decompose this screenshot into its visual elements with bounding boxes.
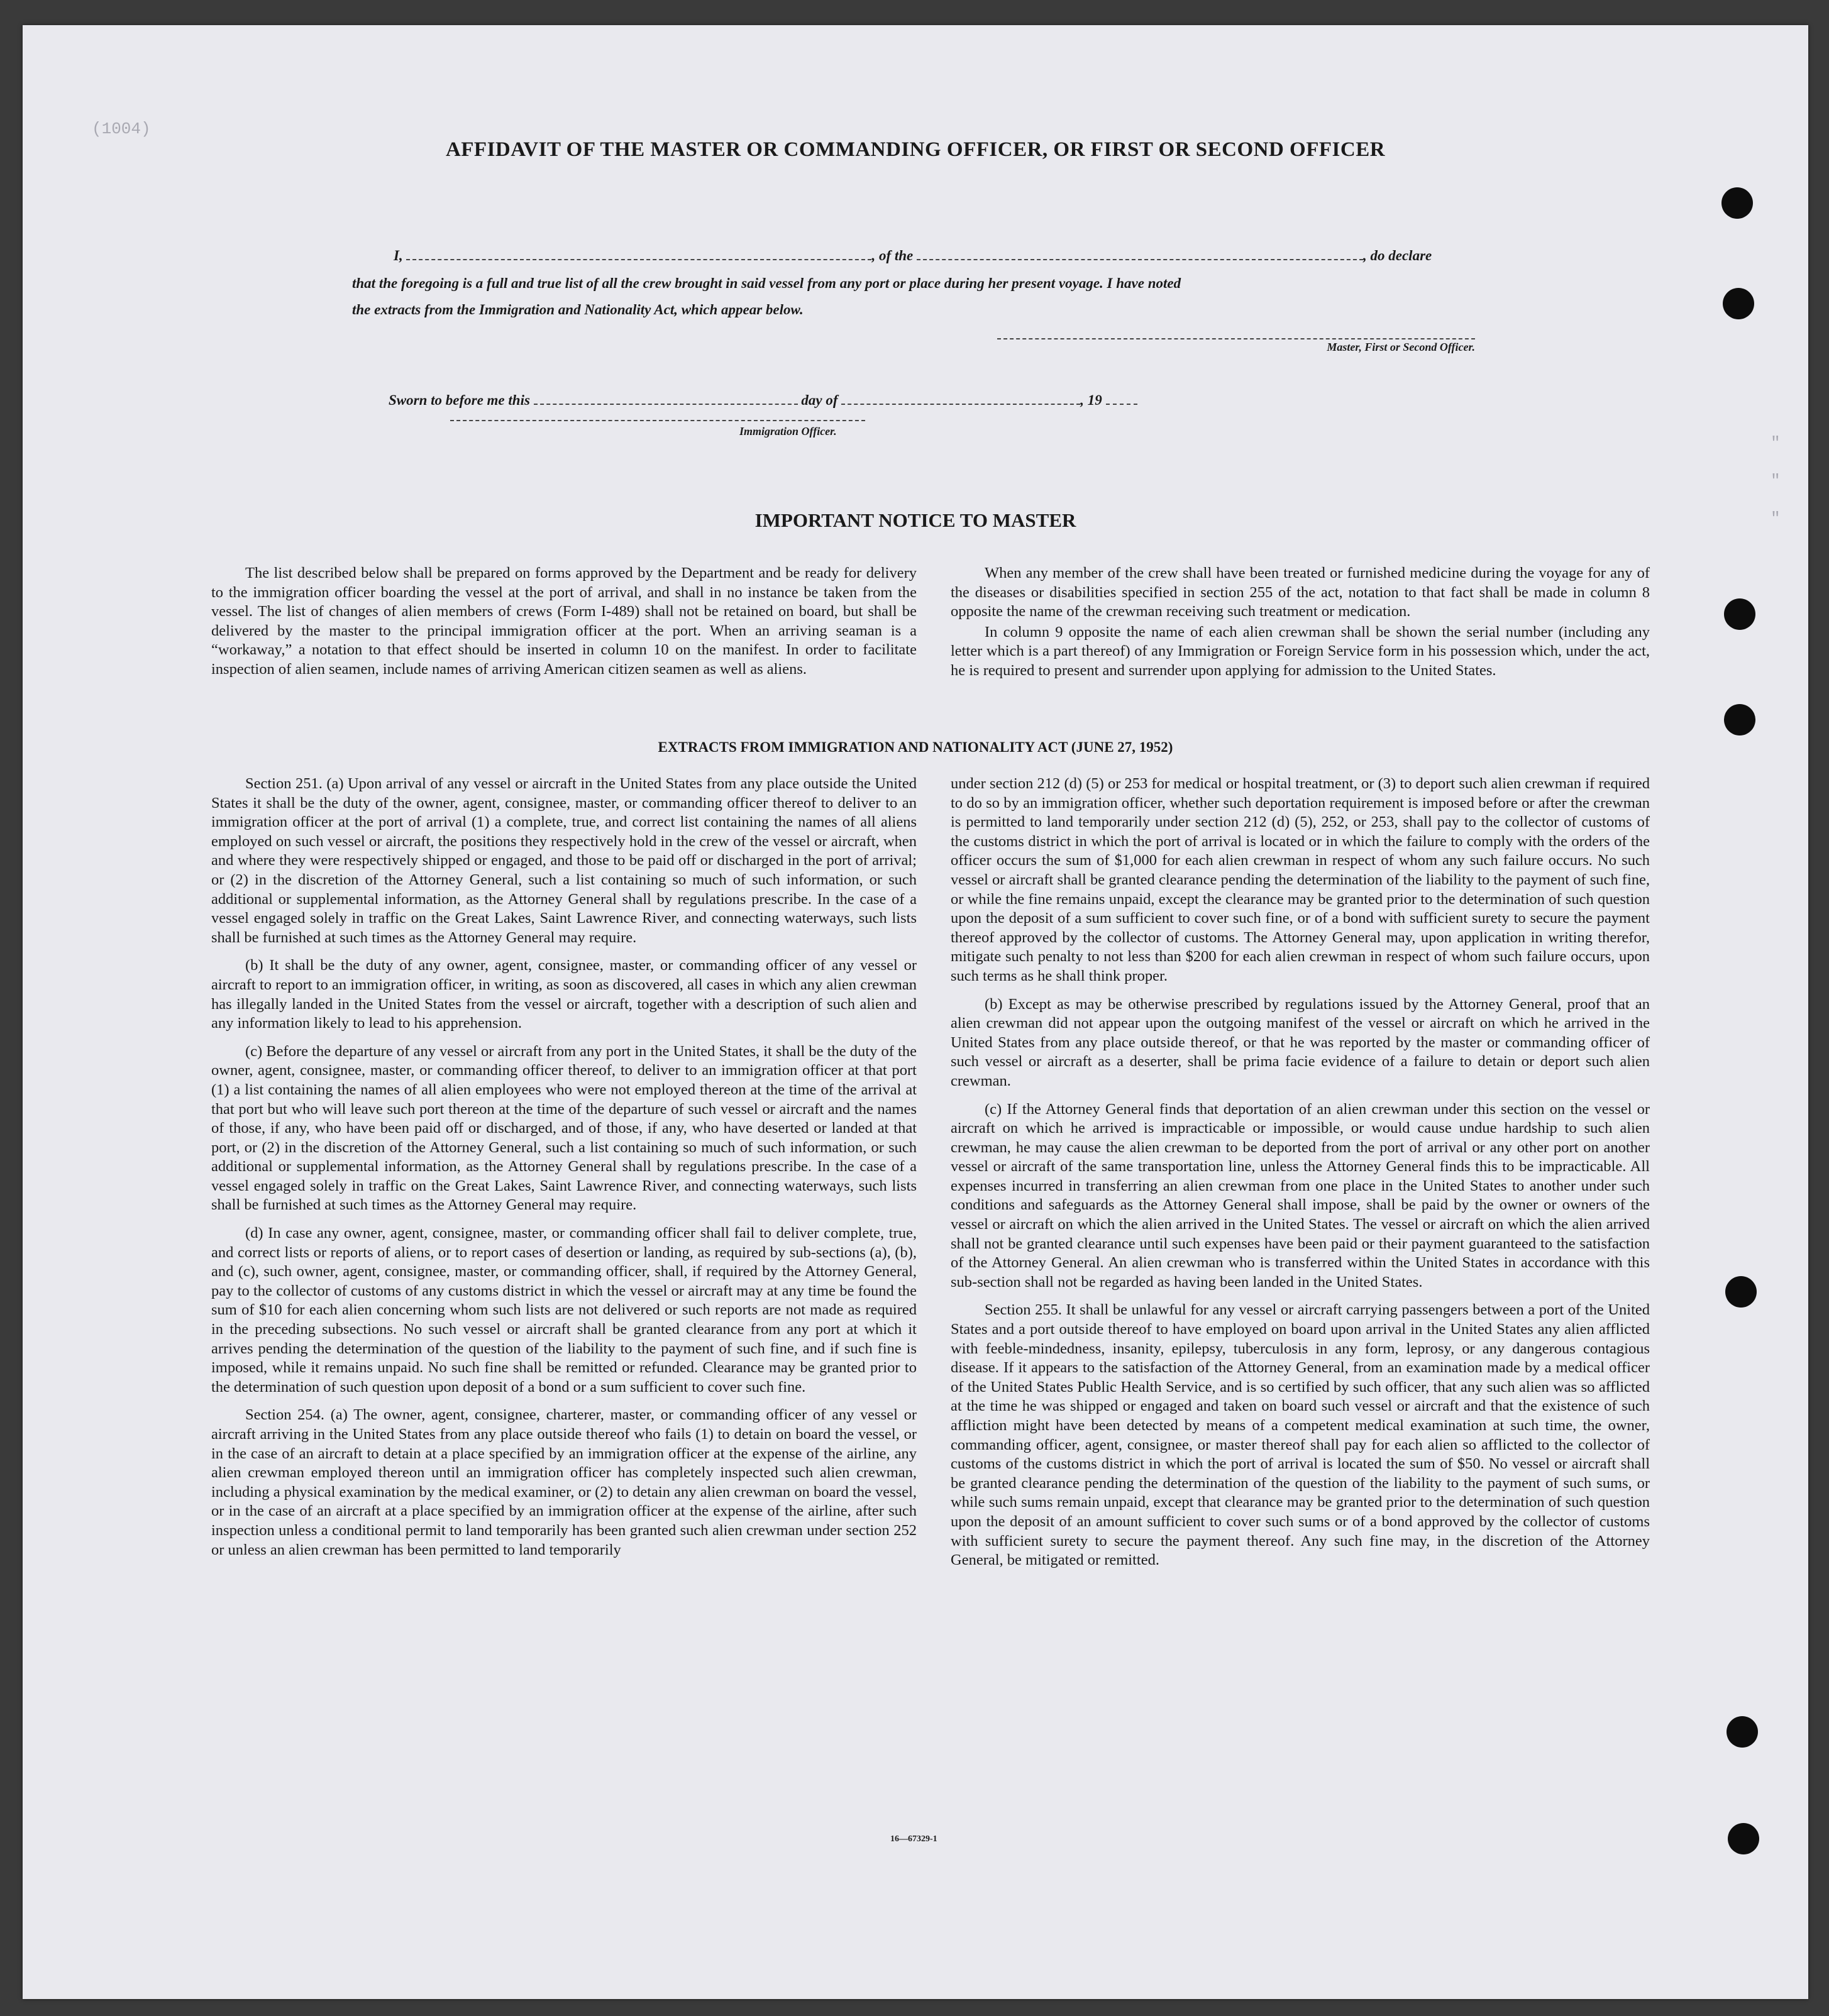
form-number: 16—67329-1 [890, 1834, 937, 1844]
sworn-line [389, 391, 1137, 409]
section-254-c: (c) If the Attorney General finds that deportation of an alien crewman under this section on the vessel or aircraft on which he arrived is impracticable or impossible, or would cause undue hardship to such alien crewman, he may cause the alien crewman to be deported from the port of arrival or any other port on another vessel or aircraft of the same transportation line, unless the Attorney General finds this to be impracticable. All expenses incurred in transferring an alien crewman from one place in the United States to another under such conditions and safeguards as the Attorney General shall impose, shall be paid by the owner or owners of the vessel or aircraft on which the alien arrived in the United States. The vessel or aircraft on which the alien arrived shall not be granted clearance until such expenses have been paid or their payment guaranteed to the satisfaction of the Attorney General. An alien crewman who is transferred within the United States in accordance with this sub-section shall not be regarded as having been landed in the United States. [951, 1100, 1650, 1291]
sworn-day-label: day of [801, 392, 838, 408]
extracts-right-column [951, 774, 1650, 1579]
notice-right-paragraph-1: When any member of the crew shall have been treated or furnished medicine during the voyage for any of the diseases or disabilities specified in section 255 of the act, notation to that fact shall be made in column 8 opposite the name of the crewman receiving such treatment or medication. [951, 565, 1650, 620]
section-251-c: (c) Before the departure of any vessel or aircraft from any port in the United States, it shall be the duty of the owner, agent, consignee, master, or commanding officer thereof, to deliver to an immigration officer at that port (1) a list containing the names of all alien employees who were not employed thereon at the time of the arrival at that port but who will leave such port thereon at the time of the departure of such vessel or aircraft and the names of those, if any, who have been paid off or discharged, and of those, if any, who have deserted or landed at that port, or (2) in the discretion of the Attorney General, such a list containing so much of such information, or such additional or supplemental information, as the Attorney General shall by regulations prescribe. In the case of a vessel engaged solely in traffic on the Great Lakes, Saint Lawrence River, and connecting waterways, such lists shall be furnished at such times as the Attorney General may require. [211, 1042, 917, 1214]
binder-hole-2 [1723, 288, 1754, 319]
notice-left-paragraph: The list described below shall be prepared on forms approved by the Department and be ready for delivery to the immigration officer boarding the vessel at the port of arrival, and shall in no instance be taken from the vessel. The list of changes of alien members of crews (Form I-489) shall not be retained on board, but shall be delivered by the master to the principal immigration officer at the port. When an arriving seaman is a “workaway,” a notation to that effect should be inserted in column 10 on the manifest. In order to facilitate inspection of alien seamen, include names of arriving American citizen seamen as well as aliens. [211, 565, 917, 678]
sworn-month-field[interactable] [841, 391, 1080, 405]
affidavit-title: AFFIDAVIT OF THE MASTER OR COMMANDING OFFICER, OR FIRST OR SECOND OFFICER [445, 138, 1386, 161]
declaration-text-2: the extracts from the Immigration and Nationality Act, which appear below. [352, 302, 804, 317]
binder-hole-4 [1724, 704, 1755, 735]
binder-hole-7 [1728, 1823, 1759, 1854]
binder-hole-5 [1725, 1276, 1757, 1308]
sworn-year-label: , 19 [1080, 392, 1102, 408]
declare-of-label: , of the [871, 248, 914, 263]
section-254-a: Section 254. (a) The owner, agent, consignee, charterer, master, or commanding officer of any vessel or aircraft arriving in the United States from any place outside thereof who fails (1) to detain on board the vessel, or in the case of an aircraft to detain at a place specified by an immigration officer at the expense of the airline, any alien crewman employed thereon until an immigration officer has completely inspected such alien crewman, including a physical examination by the medical examiner, or (2) to detain any alien crewman on board the vessel, or in the case of an aircraft at a place specified by an immigration officer at the expense of the airline, after such inspection unless a conditional permit to land temporarily has been granted such alien crewman under section 252 or unless an alien crewman has been permitted to land temporarily [211, 1406, 917, 1558]
ditto-mark: " [1771, 471, 1781, 490]
binder-hole-1 [1721, 187, 1753, 219]
section-255: Section 255. It shall be unlawful for any vessel or aircraft carrying passengers between a port of the United States and a port outside thereof to have employed on board upon arrival in the United States any alien afflicted with feeble-mindedness, insanity, epilepsy, tuberculosis in any form, leprosy, or any dangerous contagious disease. If it appears to the satisfaction of the Attorney General, from an examination made by a medical officer of the United States Public Health Service, and is so certified by such officer, that any such alien was so afflicted at the time he was shipped or engaged and taken on board such vessel or aircraft and that the existence of such affliction might have been detected by means of a competent medical examination at such time, the owner, commanding officer, agent, consignee, or master thereof shall pay for each alien so afflicted to the collector of customs of the customs district in which the port of arrival is located the sum of $50. No vessel or aircraft shall be granted clearance pending the determination of the question of the liability to the payment of such sums, or while such sums remain unpaid, except that clearance may be granted prior to the determination of such question upon the deposit of an amount sufficient to cover such sums or of a bond approved by the collector of customs with sufficient surety to secure the payment thereof. Any such fine may, in the discretion of the Attorney General, be mitigated or remitted. [951, 1301, 1650, 1569]
immigration-officer-label: Immigration Officer. [739, 425, 837, 438]
ditto-mark: " [1771, 509, 1781, 528]
immigration-officer-signature-line[interactable] [450, 420, 865, 421]
sworn-year-field[interactable] [1106, 391, 1137, 405]
section-251-a: Section 251. (a) Upon arrival of any vessel or aircraft in the United States from any place outside the United States it shall be the duty of the owner, agent, consignee, master, or commanding officer thereof to deliver to an immigration officer at the port of arrival (1) a complete, true, and correct list containing the names of all aliens employed on such vessel or aircraft, the positions they respectively hold in the crew of the vessel or aircraft, when and where they were respectively shipped or engaged, and those to be paid off or discharged in the port of arrival; or (2) in the discretion of the Attorney General, such a list containing so much of such information, or such additional or supplemental information, as the Attorney General shall by regulations prescribe. In the case of a vessel engaged solely in traffic on the Great Lakes, Saint Lawrence River, and connecting waterways, such lists shall be furnished at such times as the Attorney General may require. [211, 775, 917, 946]
master-signature-line[interactable] [997, 338, 1475, 354]
notice-right-paragraph-2: In column 9 opposite the name of each alien crewman shall be shown the serial number (including any letter which is a part thereof) of any Immigration or Foreign Service form in his possession which, under the act, he is required to present and surrender upon applying for admission to the United States. [951, 623, 1650, 679]
extracts-title: EXTRACTS FROM IMMIGRATION AND NATIONALITY ACT (JUNE 27, 1952) [658, 739, 1173, 755]
declare-i-label: I, [394, 248, 403, 263]
declaration-text-1: that the foregoing is a full and true list of all the crew brought in said vessel from any port or place during her present voyage. I have noted [352, 275, 1181, 291]
master-name-field[interactable] [406, 246, 871, 260]
notice-left-column [211, 564, 917, 688]
ditto-mark: " [1771, 434, 1781, 453]
notice-right-column [951, 564, 1650, 690]
sworn-day-field[interactable] [534, 391, 798, 405]
declaration-name-line [394, 246, 1432, 264]
notice-title: IMPORTANT NOTICE TO MASTER [754, 509, 1076, 531]
binder-hole-3 [1724, 598, 1755, 630]
binder-hole-6 [1727, 1716, 1758, 1748]
sworn-prefix-label: Sworn to before me this [389, 392, 530, 408]
bleed-through-mark: (1004) [92, 119, 151, 138]
vessel-name-field[interactable] [917, 246, 1363, 260]
section-251-d: (d) In case any owner, agent, consignee, master, or commanding officer shall fail to deliver complete, true, and correct lists or reports of aliens, or to report cases of desertion or landing, as required by sub-sections (a), (b), and (c), such owner, agent, consignee, master, or commanding officer, shall, if required by the Attorney General, pay to the collector of customs of any customs district in which the vessel or aircraft may at any time be found the sum of $10 for each alien concerning whom such lists are not delivered or such reports are not made as required in the preceding subsections. No such vessel or aircraft shall be granted clearance from any port at which it arrives pending the determination of the question of the liability to the payment of such fine, and if such fine is imposed, while it remains unpaid. No such fine shall be remitted or refunded. Clearance may be granted prior to the determination of such question upon deposit of a bond or a sum sufficient to cover such fine. [211, 1225, 917, 1396]
master-signature-label: Master, First or Second Officer. [1327, 341, 1475, 353]
section-254-a-continued: under section 212 (d) (5) or 253 for medical or hospital treatment, or (3) to deport such alien crewman if required to do so by an immigration officer, whether such deportation requirement is imposed before or after the crewman is permitted to land temporarily under section 212 (d) (5), 252, or 253, shall pay to the collector of customs of the customs district in which the port of arrival is located or in which the failure to comply with the orders of the officer occurs the sum of $1,000 for each alien crewman in respect of whom any such failure occurs. No such vessel or aircraft shall be granted clearance pending the determination of the liability to the payment of such fine, or while the fine remains unpaid, except the clearance may be granted prior to the determination of such question upon the deposit of a sum sufficient to cover such fine, or of a bond with sufficient surety to secure the payment thereof approved by the collector of customs. The Attorney General may, upon application in writing therefor, mitigate such penalty to not less than $200 for each alien crewman in respect of whom such failure occurs, upon such terms as he shall think proper. [951, 775, 1650, 984]
section-254-b: (b) Except as may be otherwise prescribed by regulations issued by the Attorney General, proof that an alien crewman did not appear upon the outgoing manifest of the vessel or aircraft on which he arrived in the United States from any place outside thereof, or that he was reported by the master or commanding officer of such vessel or aircraft as a deserter, shall be prima facie evidence of a failure to detain or deport such alien crewman. [951, 995, 1650, 1089]
document-page [23, 25, 1808, 1999]
extracts-left-column [211, 774, 917, 1568]
declare-end-label: , do declare [1363, 248, 1432, 263]
section-251-b: (b) It shall be the duty of any owner, agent, consignee, master, or commanding officer of any vessel or aircraft to report to an immigration officer, in writing, as soon as discovered, all cases in which any alien crewman has illegally landed in the United States from the vessel or aircraft, together with a description of such alien and any information likely to lead to his apprehension. [211, 957, 917, 1032]
